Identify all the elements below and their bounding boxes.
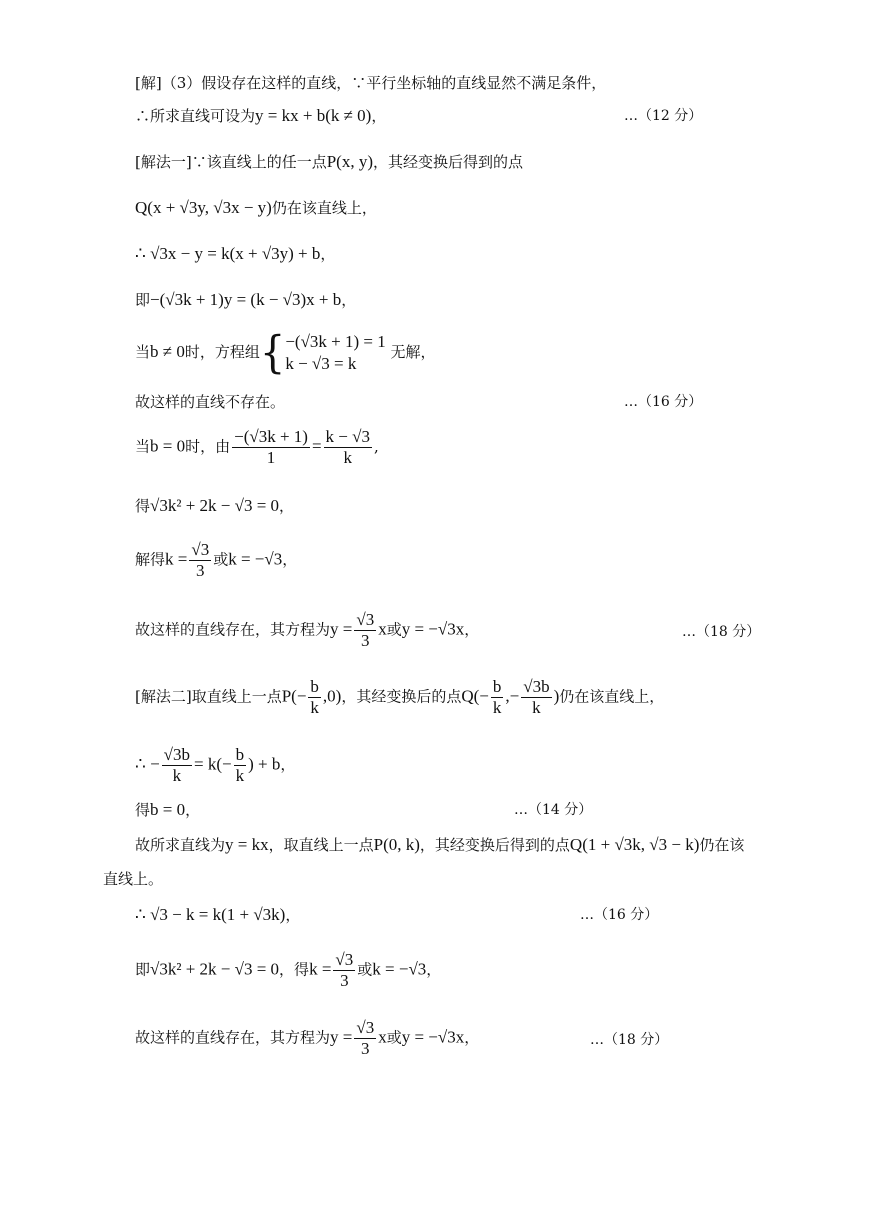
text: 故这样的直线存在，其方程为 — [135, 1028, 331, 1047]
score-14: …（14 分） — [514, 802, 593, 818]
text: 或 — [386, 1028, 402, 1047]
math-expression: ) — [553, 686, 560, 706]
text: 当 — [135, 343, 151, 361]
text: 故这样的直线不存在。 — [135, 393, 286, 411]
math-expression: ∴ √3 − k = k(1 + √3k) — [135, 905, 286, 924]
text: [解法一]∵该直线上的任一点 — [135, 153, 327, 171]
fraction — [189, 540, 211, 581]
denominator: 1 — [266, 448, 276, 467]
system-eq-2: k − √3 = k — [285, 354, 357, 373]
text: [解法二]取直线上一点 — [135, 687, 282, 706]
numerator: k − √3 — [325, 427, 370, 446]
line-equation-4 — [135, 905, 300, 925]
equals: = — [311, 436, 322, 456]
line-quadratic — [135, 496, 294, 516]
punct: ， — [185, 801, 201, 819]
line-line-kx — [135, 835, 744, 855]
punct: ， — [426, 960, 442, 979]
numerator: √3b — [523, 677, 550, 696]
intro-text: [解]（3）假设存在这样的直线，∵平行坐标轴的直线显然不满足条件， — [135, 74, 607, 92]
math-expression: ,− — [505, 686, 520, 706]
math-expression: b = 0 — [150, 800, 186, 819]
numerator: √3 — [335, 950, 354, 969]
denominator: 3 — [196, 561, 205, 580]
math-expression: x — [378, 619, 387, 639]
text: ，其经变换后得到的点 — [373, 153, 524, 171]
math-expression: k = — [165, 549, 188, 569]
text: 无解， — [390, 343, 436, 361]
fraction — [234, 745, 247, 786]
math-expression: ) + b — [248, 754, 281, 774]
text: ，取直线上一点 — [268, 836, 374, 854]
punct: ， — [464, 620, 480, 639]
text: 即 — [135, 960, 151, 979]
fraction — [162, 745, 192, 786]
text: 或 — [213, 550, 229, 569]
line-ratio — [135, 427, 379, 468]
numerator: b — [492, 677, 502, 696]
math-expression: Q(1 + √3k, √3 − k) — [569, 835, 700, 854]
math-expression: √3k² + 2k − √3 = 0 — [150, 496, 280, 515]
math-expression: ,0) — [322, 686, 342, 706]
math-expression: y = — [330, 1027, 353, 1047]
fraction — [308, 677, 321, 718]
math-expression: P(x, y) — [326, 152, 373, 171]
line-solve-k — [135, 540, 297, 581]
math-expression: y = −√3x — [401, 1027, 465, 1047]
denominator: 3 — [340, 971, 349, 990]
denominator: 3 — [361, 1039, 370, 1058]
denominator: k — [492, 698, 502, 717]
denominator: k — [532, 698, 541, 717]
numerator: √3b — [163, 745, 190, 764]
line-system — [135, 327, 436, 379]
text: 或 — [357, 960, 373, 979]
math-expression: y = kx + b(k ≠ 0) — [255, 106, 372, 125]
denominator: k — [343, 448, 352, 467]
punct: ， — [341, 291, 357, 309]
punct: , — [373, 437, 379, 456]
punct: ， — [280, 755, 296, 774]
fraction — [333, 950, 355, 991]
solution-intro — [135, 73, 606, 93]
text: ∴所求直线可设为 — [135, 107, 256, 125]
punct: ， — [285, 906, 301, 924]
text: 仍在该直线上， — [559, 687, 665, 706]
text: 得 — [135, 801, 151, 819]
text: 故这样的直线存在，其方程为 — [135, 620, 331, 639]
math-expression: y = −√3x — [401, 619, 465, 639]
text: 直线上。 — [103, 870, 164, 888]
text: ，得 — [279, 960, 310, 979]
score-12: …（12 分） — [624, 108, 703, 124]
numerator: b — [235, 745, 245, 764]
brace-symbol: { — [259, 327, 286, 379]
line-q-point — [135, 198, 377, 218]
math-expression: b ≠ 0 — [150, 342, 185, 361]
line-wrap — [103, 869, 163, 889]
math-expression: k = −√3 — [372, 959, 427, 979]
text: 仍在该直线上， — [271, 199, 377, 217]
denominator: 3 — [361, 631, 370, 650]
math-expression: y = — [330, 619, 353, 639]
punct: ， — [371, 107, 387, 125]
score-16a: …（16 分） — [624, 394, 703, 410]
denominator: k — [235, 766, 245, 785]
line-equation-2 — [135, 290, 356, 310]
text: 得 — [135, 497, 151, 515]
line-solve-k-2 — [135, 950, 441, 991]
equation-system — [285, 331, 385, 375]
score-16b: …（16 分） — [580, 907, 659, 923]
punct: ， — [279, 497, 295, 515]
denominator: k — [310, 698, 319, 717]
math-expression: = k(− — [194, 754, 232, 774]
fraction — [354, 610, 376, 651]
punct: ， — [464, 1028, 480, 1047]
math-expression: k = — [309, 959, 332, 979]
text: 时，由 — [185, 437, 231, 456]
math-expression: √3k² + 2k − √3 = 0 — [150, 959, 280, 979]
punct: ， — [320, 245, 336, 263]
text: ，其经变换后的点 — [341, 687, 462, 706]
line-answer-1 — [135, 610, 479, 651]
numerator: √3 — [356, 610, 375, 629]
text: 故所求直线为 — [135, 836, 226, 854]
line-assume — [135, 106, 386, 126]
text: 解得 — [135, 550, 166, 569]
text: 即 — [135, 291, 151, 309]
line-equation-1 — [135, 244, 335, 264]
score-18b: …（18 分） — [590, 1032, 669, 1048]
system-eq-1: −(√3k + 1) = 1 — [285, 332, 386, 351]
denominator: k — [172, 766, 182, 785]
math-expression: ∴ − — [135, 754, 160, 774]
text: ，其经变换后得到的点 — [419, 836, 570, 854]
text: 时，方程组 — [184, 343, 260, 361]
line-conclusion-1 — [135, 392, 285, 412]
math-expression: Q(− — [461, 686, 489, 706]
math-expression: P(0, k) — [373, 835, 420, 854]
math-expression: ∴ √3x − y = k(x + √3y) + b — [135, 244, 321, 263]
text: 当 — [135, 437, 151, 456]
punct: ， — [282, 550, 298, 569]
math-expression: Q(x + √3y, √3x − y) — [135, 198, 272, 217]
fraction — [491, 677, 504, 718]
line-method2 — [135, 677, 664, 718]
numerator: √3 — [191, 540, 210, 559]
math-expression: y = kx — [225, 835, 269, 854]
numerator: −(√3k + 1) — [234, 427, 308, 446]
line-b-zero — [135, 800, 200, 820]
math-expression: P(− — [281, 686, 307, 706]
text: 或 — [386, 620, 402, 639]
numerator: √3 — [356, 1018, 375, 1037]
fraction — [521, 677, 551, 718]
math-expression: −(√3k + 1)y = (k − √3)x + b — [150, 290, 342, 309]
numerator: b — [310, 677, 319, 696]
math-expression: x — [378, 1027, 387, 1047]
line-equation-3 — [135, 745, 295, 786]
fraction — [354, 1018, 376, 1059]
score-18a: …（18 分） — [682, 624, 761, 640]
line-answer-2 — [135, 1018, 479, 1059]
text: 仍在该 — [699, 836, 745, 854]
fraction — [324, 427, 372, 468]
math-expression: k = −√3 — [228, 549, 283, 569]
math-expression: b = 0 — [150, 436, 186, 456]
fraction — [232, 427, 310, 468]
line-method1 — [135, 152, 523, 172]
